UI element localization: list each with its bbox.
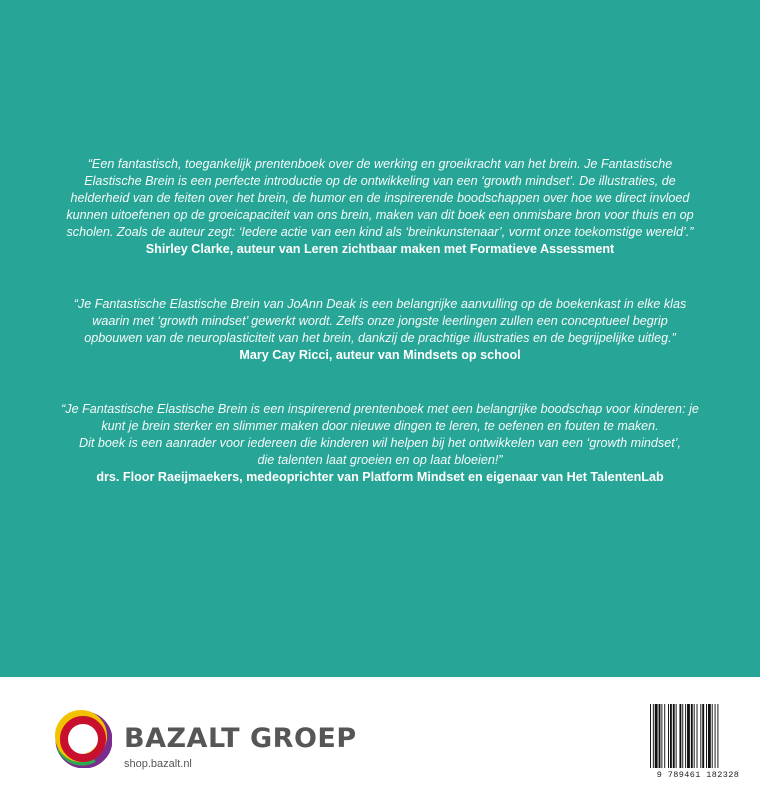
publisher-footer: [0, 677, 760, 800]
barcode: [648, 704, 748, 768]
barcode-bar: [702, 704, 704, 768]
publisher-name: BAZALT GROEP: [124, 723, 357, 754]
quote-1-line-5: scholen. Zoals de auteur zegt: ‘Iedere actie van een kind als ‘breinkunstenaar’, vormt onze toekomstige wereld’.”: [66, 225, 694, 239]
barcode-bar: [673, 704, 675, 768]
quote-3-line-2: kunt je brein sterker en slimmer maken door nieuwe dingen te leren, te oefenen en fouten te maken.: [101, 419, 659, 433]
isbn-number: 9 789461 182328: [656, 770, 740, 780]
quote-3-line-4: die talenten laat groeien en op laat bloeien!”: [257, 453, 503, 467]
barcode-bar: [682, 704, 683, 768]
barcode-bar: [691, 704, 693, 768]
barcode-bar: [650, 704, 651, 768]
quote-2-line-3: opbouwen van de neuroplasticiteit van het brein, dankzij de prachtige illustraties en de begrijpelijke uitleg.”: [84, 331, 676, 345]
barcode-bar: [706, 704, 707, 768]
quote-block-3: [40, 401, 720, 486]
quote-2-attribution: Mary Cay Ricci, auteur van Mindsets op school: [239, 348, 521, 362]
barcode-bar: [697, 704, 698, 768]
quote-1-line-3: helderheid van de feiten over het brein, de humor en de inspirerende boodschappen over hoe we direct invloed: [70, 191, 690, 205]
barcode-bar: [712, 704, 713, 768]
quote-1-line-4: kunnen uitoefenen op de groeicapaciteit van ons brein, maken van dit boek een onmisbare bron voor thuis en op: [66, 208, 694, 222]
barcode-bar: [715, 704, 716, 768]
quote-block-1: [40, 156, 720, 258]
publisher-url: shop.bazalt.nl: [124, 758, 192, 770]
quote-block-2: [40, 296, 720, 364]
barcode-bar: [653, 704, 654, 768]
barcode-bar: [676, 704, 677, 768]
barcode-bar: [694, 704, 695, 768]
barcode-bar: [655, 704, 658, 768]
barcode-bar: [717, 704, 718, 768]
barcode-bar: [659, 704, 661, 768]
quote-3-attribution: drs. Floor Raeijmaekers, medeoprichter van Platform Mindset en eigenaar van Het TalentenLab: [96, 470, 664, 484]
barcode-bar: [700, 704, 701, 768]
bazalt-logo-icon: [52, 708, 112, 768]
quote-3-line-3: Dit boek is een aanrader voor iedereen die kinderen wil helpen bij het ontwikkelen van een ‘growth mindset’,: [78, 436, 682, 450]
barcode-bar: [668, 704, 669, 768]
quote-1-line-1: “Een fantastisch, toegankelijk prentenboek over de werking en groeikracht van het brein. Je Fantastische: [87, 157, 673, 171]
quote-2-line-2: waarin met ‘growth mindset’ gewerkt wordt. Zelfs onze jongste leerlingen zullen een conceptueel begrip: [92, 314, 668, 328]
barcode-bar: [679, 704, 681, 768]
quote-1-line-2: Elastische Brein is een perfecte introductie op de ontwikkeling van een ‘growth mindset’. De illustraties, de: [84, 174, 676, 188]
quote-3-line-1: “Je Fantastische Elastische Brein is een inspirerend prentenboek met een belangrijke boodschap voor kinderen: je: [61, 402, 699, 416]
barcode-bar: [687, 704, 690, 768]
barcode-bar: [664, 704, 665, 768]
barcode-bar: [661, 704, 662, 768]
barcode-bar: [708, 704, 711, 768]
quote-1-attribution: Shirley Clarke, auteur van Leren zichtbaar maken met Formatieve Assessment: [145, 242, 615, 256]
barcode-bar: [685, 704, 686, 768]
quote-2-line-1: “Je Fantastische Elastische Brein van JoAnn Deak is een belangrijke aanvulling op de boekenkast in elke klas: [73, 297, 687, 311]
barcode-bar: [670, 704, 672, 768]
